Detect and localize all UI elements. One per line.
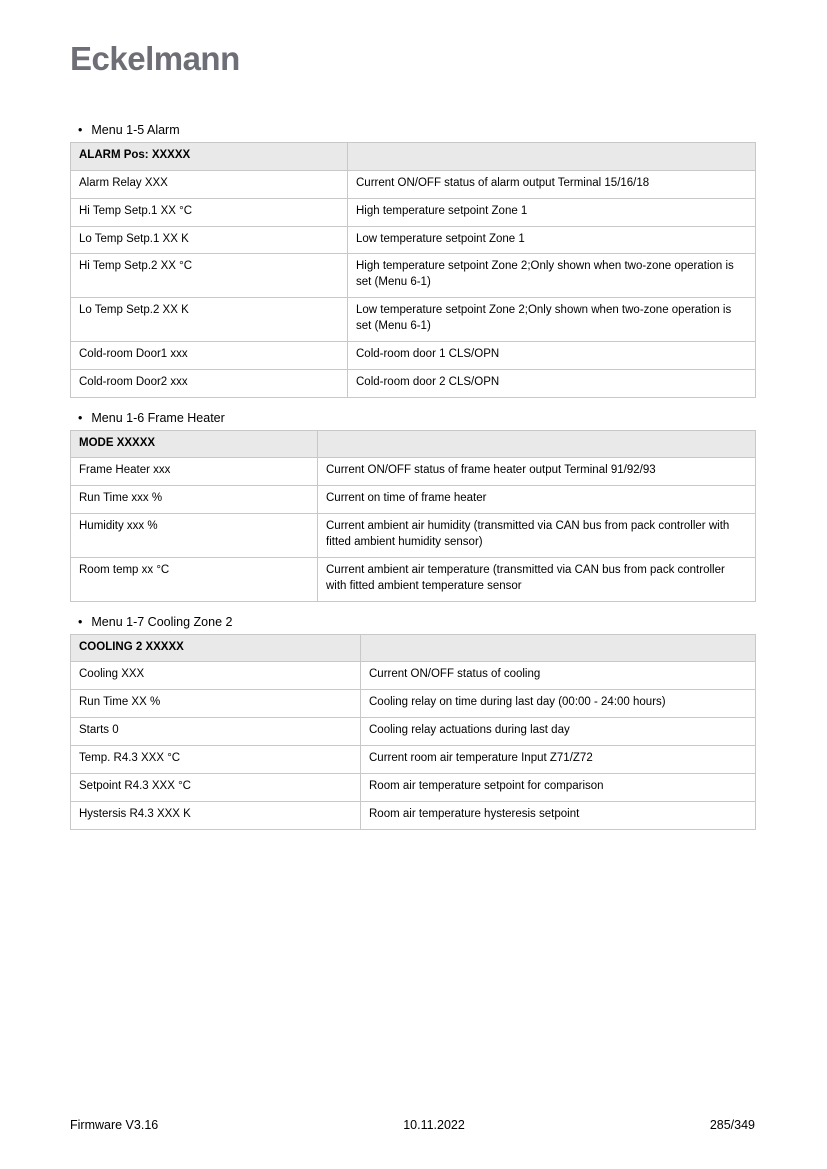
footer-date: 10.11.2022 [403,1118,465,1132]
table-row [71,369,756,397]
section-title-label: Menu 1-7 Cooling Zone 2 [91,614,233,629]
table-header-empty [361,634,756,662]
table-header-row [71,430,756,458]
cooling-zone-2-table [70,634,756,830]
table-row [71,557,756,601]
table-row [71,170,756,198]
table-row [71,486,756,514]
table-row [71,718,756,746]
table-row [71,662,756,690]
row-label: Room temp xx °C [71,557,318,601]
bullet-icon: • [78,614,83,629]
table-row [71,514,756,558]
row-label: Cold-room Door2 xxx [71,369,348,397]
row-label: Setpoint R4.3 XXX °C [71,773,361,801]
row-description: High temperature setpoint Zone 1 [348,198,756,226]
row-label: Hystersis R4.3 XXX K [71,801,361,829]
table-row [71,298,756,342]
row-description: Cooling relay actuations during last day [361,718,756,746]
row-description: Cold-room door 1 CLS/OPN [348,341,756,369]
table-header-empty [348,143,756,171]
row-label: Cold-room Door1 xxx [71,341,348,369]
table-header-row [71,143,756,171]
section-menu-1-7 [70,615,755,830]
section-title [78,615,755,629]
table-row [71,198,756,226]
row-description: Current on time of frame heater [318,486,756,514]
table-row [71,773,756,801]
bullet-icon: • [78,123,83,137]
table-row [71,341,756,369]
row-description: Low temperature setpoint Zone 1 [348,226,756,254]
row-label: Hi Temp Setp.1 XX °C [71,198,348,226]
row-description: Current ON/OFF status of alarm output Terminal 15/16/18 [348,170,756,198]
eckelmann-logo: Eckelmann [70,40,240,77]
row-label: Frame Heater xxx [71,458,318,486]
table-row [71,746,756,774]
table-header-row [71,634,756,662]
table-row [71,254,756,298]
row-label: Run Time XX % [71,690,361,718]
row-description: Low temperature setpoint Zone 2;Only shown when two-zone operation is set (Menu 6-1) [348,298,756,342]
row-label: Hi Temp Setp.2 XX °C [71,254,348,298]
section-menu-1-6 [70,411,755,602]
section-title-label: Menu 1-6 Frame Heater [91,410,225,425]
row-description: Room air temperature hysteresis setpoint [361,801,756,829]
section-title-label: Menu 1-5 Alarm [91,123,180,137]
footer-firmware: Firmware V3.16 [70,1118,159,1132]
row-description: Cold-room door 2 CLS/OPN [348,369,756,397]
row-label: Lo Temp Setp.2 XX K [71,298,348,342]
row-label: Temp. R4.3 XXX °C [71,746,361,774]
table-row [71,801,756,829]
table-row [71,690,756,718]
page-footer [70,1118,755,1132]
row-label: Run Time xxx % [71,486,318,514]
table-header-label: MODE XXXXX [71,430,318,458]
frame-heater-table [70,430,756,602]
section-title [78,123,755,137]
bullet-icon: • [78,410,83,425]
table-row [71,458,756,486]
row-description: High temperature setpoint Zone 2;Only shown when two-zone operation is set (Menu 6-1) [348,254,756,298]
table-header-label: COOLING 2 XXXXX [71,634,361,662]
row-label: Lo Temp Setp.1 XX K [71,226,348,254]
alarm-table [70,142,756,398]
row-label: Starts 0 [71,718,361,746]
table-row [71,226,756,254]
row-description: Current ambient air temperature (transmitted via CAN bus from pack controller with fitted ambient temperature sensor [318,557,756,601]
row-label: Alarm Relay XXX [71,170,348,198]
row-description: Room air temperature setpoint for comparison [361,773,756,801]
row-label: Cooling XXX [71,662,361,690]
section-title [78,411,755,425]
row-label: Humidity xxx % [71,514,318,558]
footer-page-number: 285/349 [709,1118,755,1132]
row-description: Current ON/OFF status of cooling [361,662,756,690]
section-menu-1-5 [70,123,755,398]
table-header-empty [318,430,756,458]
row-description: Current room air temperature Input Z71/Z72 [361,746,756,774]
row-description: Cooling relay on time during last day (00:00 - 24:00 hours) [361,690,756,718]
table-header-label: ALARM Pos: XXXXX [71,143,348,171]
row-description: Current ambient air humidity (transmitted via CAN bus from pack controller with fitted ambient humidity sensor) [318,514,756,558]
row-description: Current ON/OFF status of frame heater output Terminal 91/92/93 [318,458,756,486]
